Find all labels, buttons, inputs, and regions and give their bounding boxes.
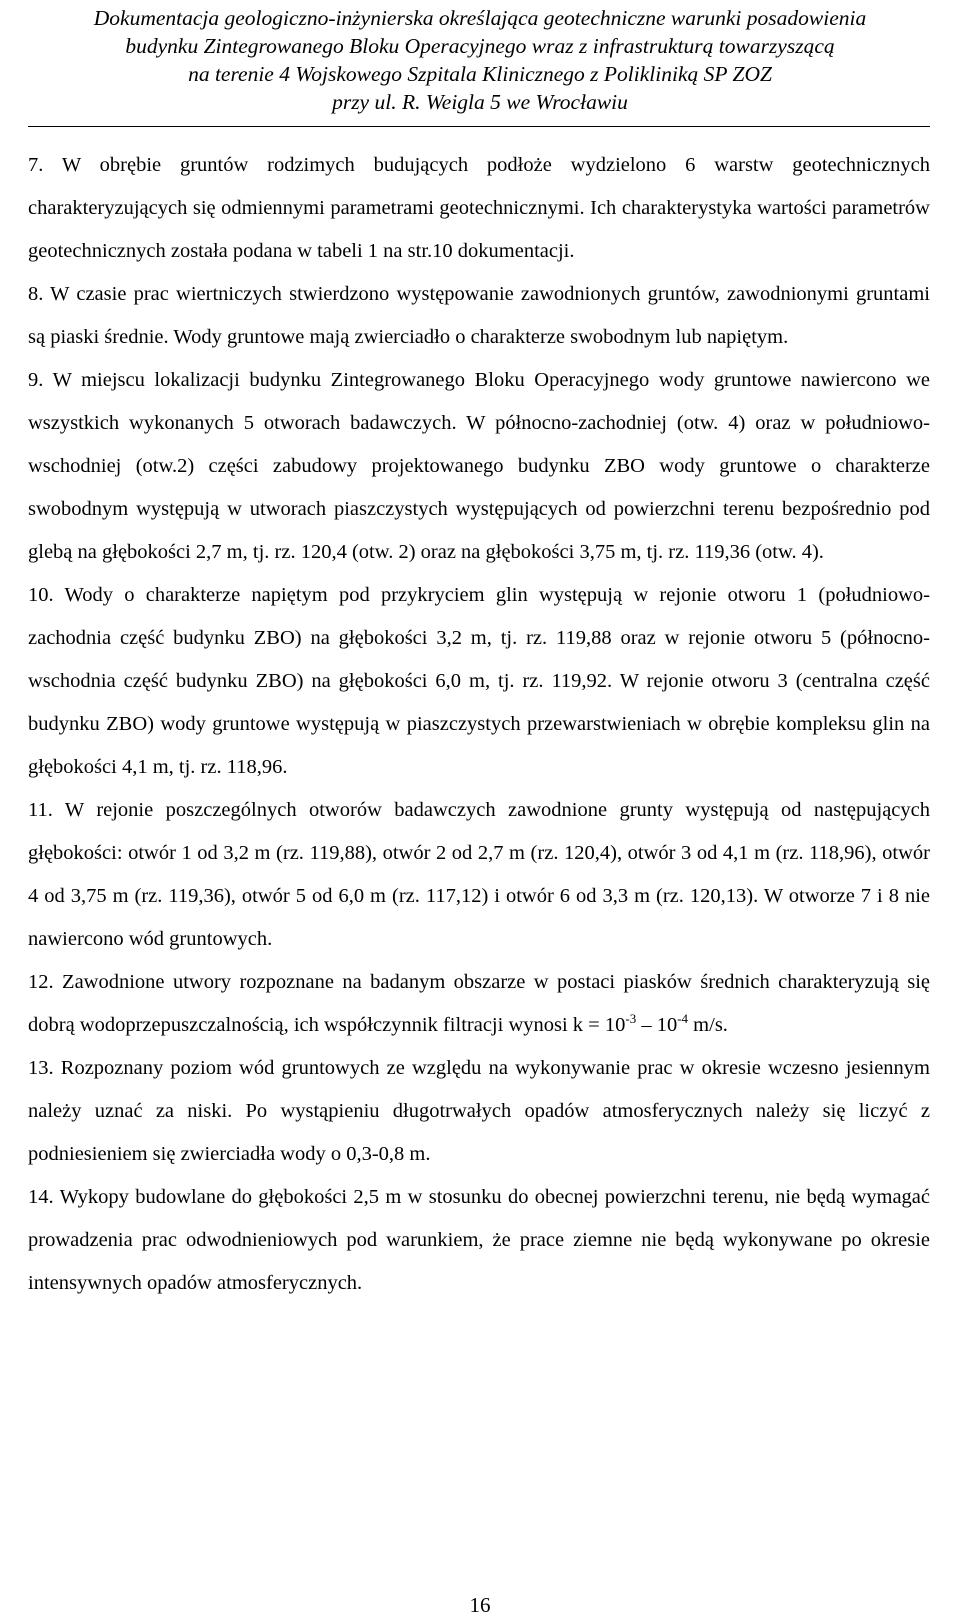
document-body [28, 144, 930, 1305]
list-item-11: 11. W rejonie poszczególnych otworów badawczych zawodnione grunty występują od następujących głębokości: otwór 1 od 3,2 m (rz. 119,88), otwór 2 od 2,7 m (rz. 120,4), otwór 3 od 4,1 m (rz. 118,96), otwór 4 od 3,75 m (rz. 119,36), otwór 5 od 6,0 m (rz. 117,12) i otwór 6 od 3,3 m (rz. 120,13). W otworze 7 i 8 nie nawiercono wód gruntowych. [28, 799, 930, 950]
list-item-10: 10. Wody o charakterze napiętym pod przykryciem glin występują w rejonie otworu 1 (południowo-zachodnia część budynku ZBO) na głębokości 3,2 m, tj. rz. 119,88 oraz w rejonie otworu 5 (północno-wschodnia część budynku ZBO) na głębokości 6,0 m, tj. rz. 119,92. W rejonie otworu 3 (centralna część budynku ZBO) wody gruntowe występują w piaszczystych przewarstwieniach w obrębie kompleksu glin na głębokości 4,1 m, tj. rz. 118,96. [28, 584, 930, 778]
list-item-7: 7. W obrębie gruntów rodzimych budujących podłoże wydzielono 6 warstw geotechnicznych charakteryzujących się odmiennymi parametrami geotechnicznymi. Ich charakterystyka wartości parametrów geotechnicznych została podana w tabeli 1 na str.10 dokumentacji. [28, 154, 930, 262]
coefficient-exponent: -4 [677, 1011, 689, 1026]
list-item-9: 9. W miejscu lokalizacji budynku Zintegrowanego Bloku Operacyjnego wody gruntowe nawiercono we wszystkich wykonanych 5 otworach badawczych. W północno-zachodniej (otw. 4) oraz w południowo-wschodniej (otw.2) części zabudowy projektowanego budynku ZBO wody gruntowe o charakterze swobodnym występują w utworach piaszczystych występujących od powierzchni terenu bezpośrednio pod glebą na głębokości 2,7 m, tj. rz. 120,4 (otw. 2) oraz na głębokości 3,75 m, tj. rz. 119,36 (otw. 4). [28, 369, 930, 563]
header-line: na terenie 4 Wojskowego Szpitala Klinicznego z Polikliniką SP ZOZ [188, 62, 772, 86]
coefficient-unit: m/s. [688, 1014, 728, 1036]
list-item-8: 8. W czasie prac wiertniczych stwierdzono występowanie zawodnionych gruntów, zawodnionymi gruntami są piaski średnie. Wody gruntowe mają zwierciadło o charakterze swobodnym lub napiętym. [28, 283, 930, 348]
list-item-12-text: 12. Zawodnione utwory rozpoznane na badanym obszarze w postaci piasków średnich charakteryzują się dobrą wodoprzepuszczalnością, ich współczynnik filtracji wynosi k = [28, 971, 930, 1036]
coefficient-base: 10 [656, 1014, 678, 1036]
list-item-14: 14. Wykopy budowlane do głębokości 2,5 m w stosunku do obecnej powierzchni terenu, nie będą wymagać prowadzenia prac odwodnieniowych pod warunkiem, że prace ziemne nie będą wykonywane po okresie intensywnych opadów atmosferycznych. [28, 1186, 930, 1294]
header-line: budynku Zintegrowanego Bloku Operacyjnego wraz z infrastrukturą towarzyszącą [125, 34, 835, 58]
coefficient-base: 10 [604, 1014, 626, 1036]
header-divider [28, 126, 930, 127]
list-item-13: 13. Rozpoznany poziom wód gruntowych ze względu na wykonywanie prac w okresie wczesno jesiennym należy uznać za niski. Po wystąpieniu długotrwałych opadów atmosferycznych należy się liczyć z podniesieniem się zwierciadła wody o 0,3-0,8 m. [28, 1057, 930, 1165]
header-line: przy ul. R. Weigla 5 we Wrocławiu [332, 90, 628, 114]
list-item-12 [28, 961, 930, 1047]
header-line: Dokumentacja geologiczno-inżynierska określająca geotechniczne warunki posadowienia [93, 6, 867, 30]
document-header [0, 4, 960, 116]
page-number: 16 [469, 1593, 491, 1617]
range-separator: – [636, 1014, 657, 1036]
coefficient-exponent: -3 [625, 1011, 637, 1026]
